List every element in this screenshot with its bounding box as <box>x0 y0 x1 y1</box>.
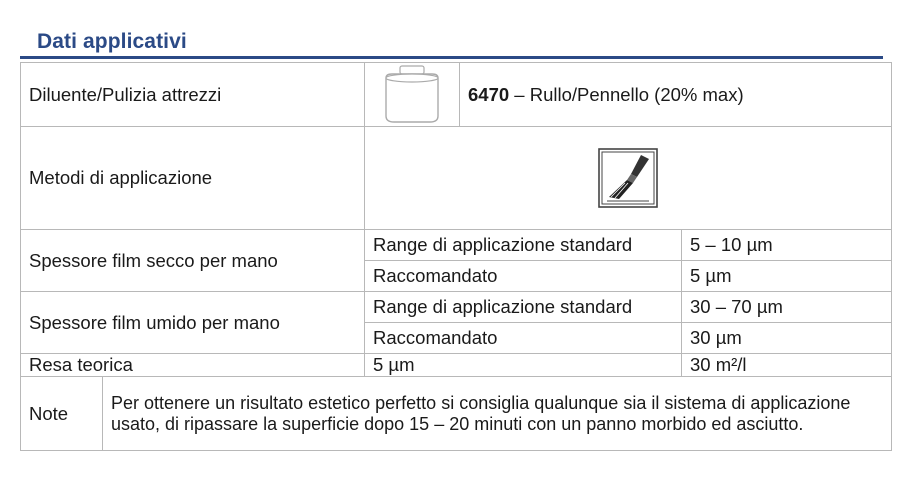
thinner-product-cell <box>459 62 892 127</box>
wet-film-standard-value-cell <box>681 291 892 323</box>
methods-label-cell <box>20 126 365 230</box>
dry-film-standard-value: 5 – 10 µm <box>690 234 773 256</box>
dry-film-standard-label: Range di applicazione standard <box>373 234 633 256</box>
wet-film-label: Spessore film umido per mano <box>29 311 280 333</box>
wet-film-recommended-value-cell <box>681 322 892 354</box>
yield-value-cell <box>681 353 892 377</box>
yield-label: Resa teorica <box>29 354 133 376</box>
thinner-icon-cell <box>364 62 460 127</box>
dry-film-recommended-value-cell <box>681 260 892 292</box>
yield-thickness: 5 µm <box>373 354 415 376</box>
thinner-label: Diluente/Pulizia attrezzi <box>29 83 222 105</box>
dry-film-label: Spessore film secco per mano <box>29 249 278 271</box>
dry-film-standard-value-cell <box>681 229 892 261</box>
wet-film-standard-value: 30 – 70 µm <box>690 296 783 318</box>
yield-label-cell <box>20 353 365 377</box>
wet-film-label-cell <box>20 291 365 354</box>
methods-label: Metodi di applicazione <box>29 167 213 189</box>
thinner-label-cell <box>20 62 365 127</box>
product-code: 6470 <box>468 83 510 105</box>
notes-label: Note <box>29 402 69 424</box>
notes-label-cell <box>20 376 103 451</box>
wet-film-standard-label: Range di applicazione standard <box>373 296 633 318</box>
dry-film-recommended-value: 5 µm <box>690 265 732 287</box>
notes-text: Per ottenere un risultato estetico perfetto si consiglia qualunque sia il sistema di applicazione usato, di ripassare la superficie dopo 15 – 20 minuti con un panno morbido ed asciutto. <box>111 392 851 434</box>
wet-film-recommended-label: Raccomandato <box>373 327 498 349</box>
dry-film-label-cell <box>20 229 365 292</box>
yield-thickness-cell <box>364 353 682 377</box>
notes-text-cell <box>102 376 892 451</box>
dry-film-recommended-label: Raccomandato <box>373 265 498 287</box>
dry-film-recommended-label-cell <box>364 260 682 292</box>
brush-icon <box>597 147 659 209</box>
section-title: Dati applicativi <box>37 30 187 53</box>
dry-film-standard-label-cell <box>364 229 682 261</box>
can-icon <box>380 64 444 126</box>
wet-film-recommended-value: 30 µm <box>690 327 742 349</box>
title-divider <box>20 56 883 59</box>
methods-icon-cell <box>364 126 892 230</box>
product-description: – Rullo/Pennello (20% max) <box>509 83 744 105</box>
wet-film-recommended-label-cell <box>364 322 682 354</box>
wet-film-standard-label-cell <box>364 291 682 323</box>
yield-value: 30 m²/l <box>690 354 747 376</box>
